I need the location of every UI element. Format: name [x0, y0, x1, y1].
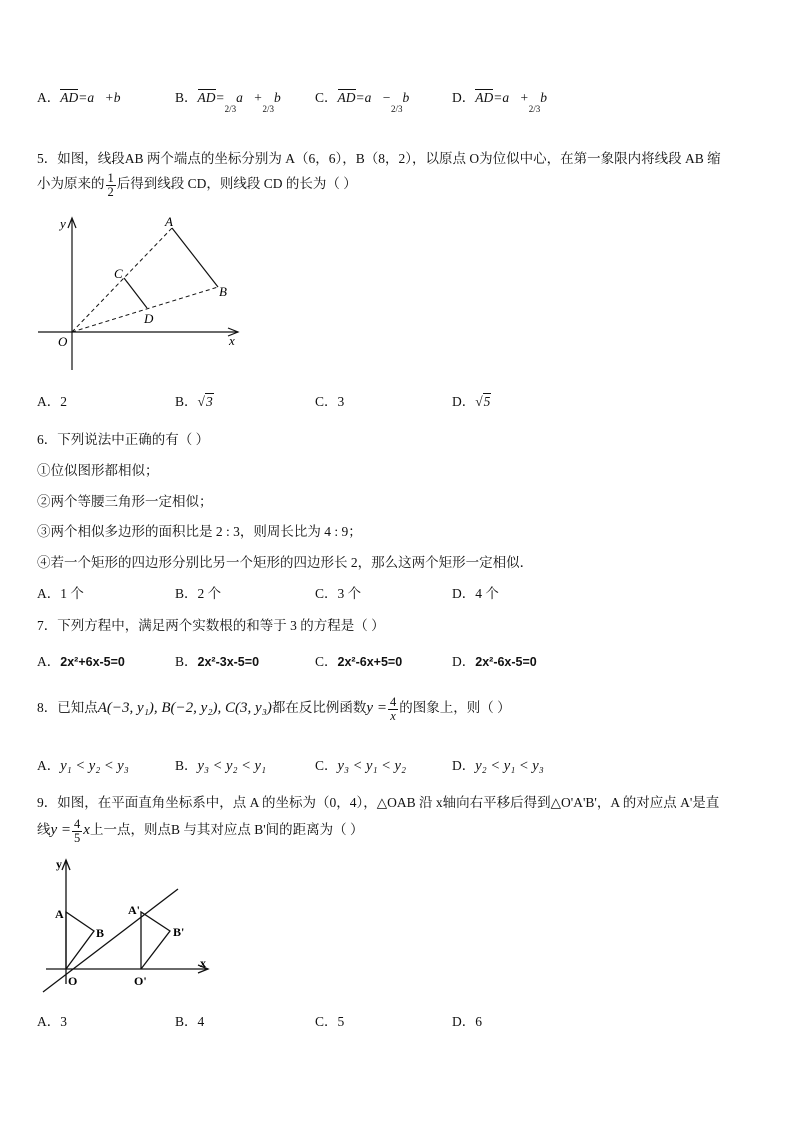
q9-stem-text-a: 线: [37, 822, 51, 838]
q5-option-c-label: C．: [315, 394, 338, 409]
q9-label-b: B: [96, 926, 105, 940]
q9-option-c-label: C．: [315, 1014, 338, 1029]
q9-option-a-value: 3: [60, 1014, 67, 1029]
q5-stem-line-1: 5．如图，线段AB 两个端点的坐标分别为 A（6，6），B（8，2），以原点 O为位似中心，在第一象限内将线段 AB 缩: [37, 151, 721, 166]
q5-stem-line-2: [37, 172, 357, 198]
q5-segment-ab: [172, 228, 218, 287]
q8-option-c-label: C．: [315, 758, 338, 773]
q7-option-a-label: A．: [37, 654, 61, 669]
q9-option-a-label: A．: [37, 1014, 61, 1029]
q9-label-o-prime: O': [134, 974, 147, 988]
q7-option-d-value: 2x²-6x-5=0: [475, 655, 537, 669]
q8-option-c[interactable]: [315, 754, 406, 775]
q4-option-c-expression: =a⃗−: [355, 90, 391, 105]
q9-function-rhs: x: [83, 822, 90, 839]
q9-fraction: [72, 818, 82, 844]
q9-label-a: A: [55, 907, 64, 921]
q9-triangle-oab: [66, 912, 94, 969]
q5-option-c[interactable]: [315, 390, 344, 410]
q8-fraction-numerator: 4: [389, 695, 397, 709]
q4-option-c-vector: AD: [337, 90, 356, 105]
q5-option-a[interactable]: [37, 390, 67, 410]
q8-option-b-value: y₃ < y₂ < y₁: [197, 758, 267, 774]
q8-stem-text-a: 8．已知点: [37, 700, 98, 716]
q9-label-y: y: [56, 857, 62, 871]
q4-option-d[interactable]: [452, 86, 558, 114]
q4-option-d-expression: =a⃗+: [493, 90, 529, 105]
q6-option-d-label: D．: [452, 586, 476, 601]
q5-fraction: [106, 172, 116, 198]
q6-option-c-value: 3 个: [337, 586, 362, 601]
q5-label-c: C: [114, 266, 123, 281]
q9-fraction-denominator: 5: [74, 830, 81, 845]
q9-option-d[interactable]: [452, 1010, 482, 1030]
q4-option-b-label: B．: [175, 90, 198, 105]
q5-option-b-label: B．: [175, 394, 198, 409]
q4-option-c-fraction: 2/3: [391, 104, 403, 114]
q5-option-b[interactable]: [175, 390, 214, 410]
q7-option-d[interactable]: [452, 650, 537, 670]
q5-segment-cd: [124, 278, 147, 308]
q4-option-d-fraction: 2/3: [528, 104, 541, 114]
q5-label-o: O: [58, 334, 68, 349]
q9-function-lhs: y =: [50, 822, 72, 839]
q6-stem: 6．下列说法中正确的有（ ）: [37, 432, 210, 447]
q6-option-b-value: 2 个: [197, 586, 222, 601]
q6-option-a[interactable]: [37, 582, 84, 602]
q8-points: A(−3, y₁), B(−2, y₂), C(3, y₃): [97, 700, 272, 717]
q5-label-a: A: [165, 214, 173, 229]
q6-option-d-value: 4 个: [475, 586, 499, 601]
q4-option-a-vector: AD: [60, 90, 79, 105]
q5-fraction-denominator: 2: [107, 184, 114, 199]
q9-option-b-value: 4: [197, 1014, 205, 1029]
q6-option-c[interactable]: [315, 582, 361, 602]
q9-option-a[interactable]: [37, 1010, 67, 1030]
q5-option-b-value: 3: [205, 394, 213, 409]
q8-fraction-denominator: x: [390, 708, 396, 723]
q5-fraction-numerator: 1: [107, 171, 114, 185]
q8-option-d-label: D．: [452, 758, 476, 773]
q8-fraction: [388, 696, 398, 722]
q5-label-y: y: [60, 216, 66, 231]
q8-function-lhs: y =: [366, 700, 387, 717]
q4-option-b-equals: =: [215, 90, 225, 105]
q5-option-c-value: 3: [337, 394, 345, 409]
q5-option-d-value: 5: [483, 394, 491, 409]
q4-option-c[interactable]: [315, 86, 420, 114]
q9-stem-text-b: 上一点，则点B 与其对应点 B'间的距离为（ ）: [89, 822, 364, 838]
q9-option-d-label: D．: [452, 1014, 476, 1029]
q4-option-a[interactable]: [37, 86, 131, 106]
q9-line: [43, 889, 178, 992]
q8-option-a-value: y₁ < y₂ < y₃: [60, 758, 129, 774]
q9-stem-line-1: 9．如图，在平面直角坐标系中，点 A 的坐标为（0，4），△OAB 沿 x轴向右平移后得到△O'A'B'，A 的对应点 A'是直: [37, 795, 720, 810]
q4-option-d-label: D．: [452, 90, 476, 105]
q4-option-b[interactable]: [175, 86, 292, 114]
q4-option-d-term: b⃗: [540, 90, 558, 105]
q9-triangle-o2a2b2: [141, 912, 170, 969]
q7-option-c-value: 2x²-6x+5=0: [337, 655, 403, 669]
q4-option-a-expression: =a⃗+b⃗: [78, 90, 131, 105]
q8-option-a-label: A．: [37, 758, 61, 773]
q5-option-d[interactable]: [452, 390, 491, 410]
q7-option-a[interactable]: [37, 650, 125, 670]
q4-option-b-fraction-1: 2/3: [224, 104, 237, 114]
q7-option-b[interactable]: [175, 650, 259, 670]
q5-label-x: x: [229, 333, 235, 348]
q6-statement-1: ①位似图形都相似；: [37, 463, 159, 478]
q8-option-a[interactable]: [37, 754, 129, 775]
q7-option-b-value: 2x²-3x-5=0: [197, 655, 260, 669]
q9-fraction-numerator: 4: [74, 817, 81, 831]
q7-option-b-label: B．: [175, 654, 198, 669]
q5-stem-text-a: 小为原来的: [37, 176, 105, 192]
q9-option-d-value: 6: [475, 1014, 482, 1029]
q6-option-b-label: B．: [175, 586, 198, 601]
q4-option-b-term-2: b⃗: [274, 90, 292, 105]
q5-figure: [30, 212, 250, 377]
q6-option-a-label: A．: [37, 586, 61, 601]
q6-statement-3: ③两个相似多边形的面积比是 2 : 3，则周长比为 4 : 9；: [37, 524, 362, 539]
q4-option-b-fraction-2: 2/3: [262, 104, 275, 114]
q8-option-c-value: y₃ < y₁ < y₂: [337, 758, 407, 774]
q4-option-a-label: A．: [37, 90, 61, 105]
q8-option-b[interactable]: [175, 754, 266, 775]
q6-option-b[interactable]: [175, 582, 221, 602]
q6-statement-2: ②两个等腰三角形一定相似；: [37, 494, 213, 509]
q8-stem: [37, 696, 511, 722]
q5-option-d-label: D．: [452, 394, 476, 409]
q5-option-d-sqrt: √5: [475, 394, 491, 409]
q8-option-d[interactable]: [452, 754, 544, 775]
q9-figure: [40, 856, 215, 998]
q9-option-b-label: B．: [175, 1014, 198, 1029]
q4-option-c-label: C．: [315, 90, 338, 105]
q7-stem: 7．下列方程中，满足两个实数根的和等于 3 的方程是（ ）: [37, 618, 385, 633]
q6-option-a-value: 1 个: [60, 586, 84, 601]
q7-option-a-value: 2x²+6x-5=0: [60, 655, 125, 669]
q7-option-c[interactable]: [315, 650, 402, 670]
q8-option-b-label: B．: [175, 758, 198, 773]
q5-option-a-label: A．: [37, 394, 61, 409]
q5-label-b: B: [219, 284, 227, 299]
q9-stem-line-2: [37, 818, 364, 844]
q9-option-c[interactable]: [315, 1010, 344, 1030]
q5-option-b-sqrt: √3: [197, 394, 213, 409]
q5-label-d: D: [144, 311, 154, 326]
q9-label-a-prime: A': [128, 903, 140, 917]
q4-option-c-term: b⃗: [402, 90, 420, 105]
q8-stem-text-c: 的图象上，则（ ）: [399, 700, 511, 716]
q8-option-d-value: y₂ < y₁ < y₃: [475, 758, 544, 774]
q9-option-b[interactable]: [175, 1010, 204, 1030]
q9-label-b-prime: B': [173, 925, 185, 939]
q7-option-d-label: D．: [452, 654, 476, 669]
q5-stem-text-b: 后得到线段 CD，则线段 CD 的长为（ ）: [116, 176, 357, 192]
q6-statement-4: ④若一个矩形的四边形分别比另一个矩形的四边形长 2，那么这两个矩形一定相似．: [37, 555, 534, 570]
q8-stem-text-b: 都在反比例函数: [271, 700, 367, 716]
q9-label-x: x: [200, 956, 206, 970]
q4-option-b-term: a⃗+: [236, 90, 263, 105]
q7-option-c-label: C．: [315, 654, 338, 669]
q6-option-c-label: C．: [315, 586, 338, 601]
q5-option-a-value: 2: [60, 394, 67, 409]
q6-option-d[interactable]: [452, 582, 499, 602]
q9-label-o: O: [68, 974, 78, 988]
q4-option-b-vector: AD: [197, 90, 216, 105]
q9-option-c-value: 5: [337, 1014, 345, 1029]
q4-option-d-vector: AD: [475, 90, 494, 105]
